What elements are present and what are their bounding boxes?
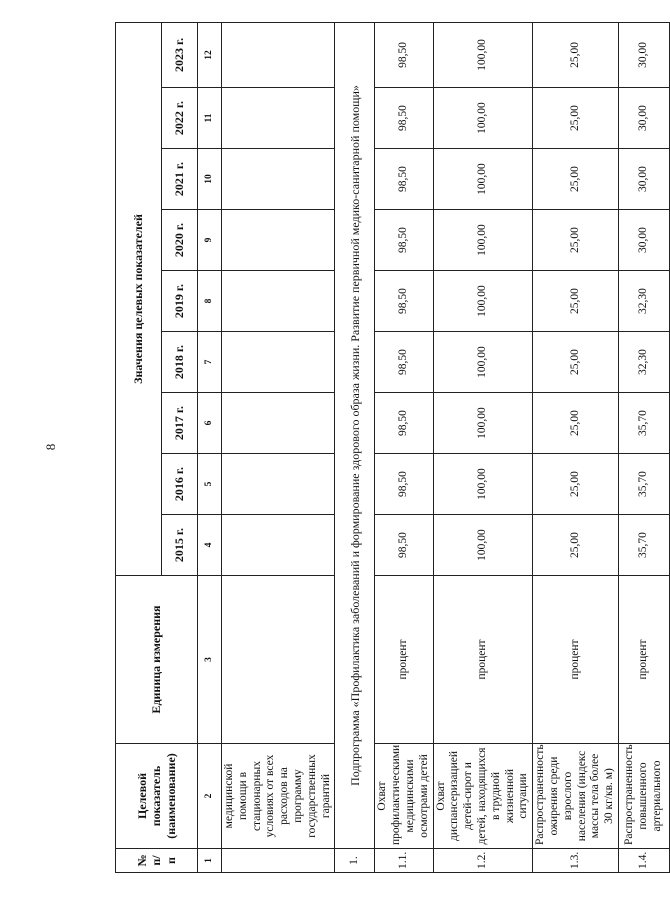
row-name: Охват профилактическими медицинскими осмотрами детей [375, 744, 433, 849]
row-value: 25,00 [533, 210, 619, 271]
row-num: 1.4. [618, 849, 669, 873]
row-value: 98,50 [375, 332, 433, 393]
row-value: 100,00 [433, 271, 533, 332]
continuation-name: медицинской помощи в стационарных условиях от всех расходов на программу государственных гарантий [222, 744, 335, 849]
row-value: 100,00 [433, 88, 533, 149]
header-num: № п/п [116, 849, 198, 873]
row-value: 98,50 [375, 454, 433, 515]
row-value: 98,50 [375, 271, 433, 332]
column-index: 2 [198, 744, 222, 849]
row-value: 30,00 [618, 149, 669, 210]
row-value: 32,30 [618, 271, 669, 332]
table-row [433, 22, 533, 872]
row-unit: процент [433, 576, 533, 744]
rotated-table-container [115, 23, 663, 873]
row-value: 98,50 [375, 515, 433, 576]
column-index: 6 [198, 393, 222, 454]
row-value: 25,00 [533, 88, 619, 149]
row-value: 98,50 [375, 210, 433, 271]
subprogram-num: 1. [335, 849, 375, 873]
row-value: 98,50 [375, 149, 433, 210]
page-number: 8 [43, 443, 58, 451]
header-year: 2023 г. [162, 22, 198, 87]
header-index-row [198, 22, 222, 872]
continuation-row [222, 22, 335, 872]
row-value: 32,30 [618, 332, 669, 393]
column-index: 3 [198, 576, 222, 744]
row-value: 100,00 [433, 210, 533, 271]
row-value: 35,70 [618, 515, 669, 576]
subprogram-title: Подпрограмма «Профилактика заболеваний и формирование здорового образа жизни. Развитие первичной медико-санитарной помощи» [335, 22, 375, 848]
header-year: 2020 г. [162, 210, 198, 271]
row-unit: процент [375, 576, 433, 744]
column-index: 5 [198, 454, 222, 515]
table-row [618, 22, 669, 872]
row-value: 30,00 [618, 22, 669, 87]
column-index: 4 [198, 515, 222, 576]
column-index: 8 [198, 271, 222, 332]
row-unit: процент [533, 576, 619, 744]
row-unit: процент [618, 576, 669, 744]
row-value: 25,00 [533, 149, 619, 210]
header-unit: Единица измерения [116, 576, 198, 744]
header-year: 2022 г. [162, 88, 198, 149]
row-name: Распространенность повышенного артериального [618, 744, 669, 849]
column-index: 7 [198, 332, 222, 393]
continuation-unit [222, 576, 335, 744]
column-index: 12 [198, 22, 222, 87]
row-value: 25,00 [533, 393, 619, 454]
row-value: 25,00 [533, 454, 619, 515]
row-num: 1.3. [533, 849, 619, 873]
row-value: 30,00 [618, 210, 669, 271]
row-value: 100,00 [433, 454, 533, 515]
row-value: 25,00 [533, 332, 619, 393]
row-value: 35,70 [618, 454, 669, 515]
column-index: 10 [198, 149, 222, 210]
column-index: 1 [198, 849, 222, 873]
row-value: 100,00 [433, 332, 533, 393]
header-year: 2016 г. [162, 454, 198, 515]
column-index: 11 [198, 88, 222, 149]
header-name: Целевой показатель (наименование) [116, 744, 198, 849]
table-row [533, 22, 619, 872]
row-value: 100,00 [433, 22, 533, 87]
row-name: Охват диспансеризацией детей-сирот и детей, находящихся в трудной жизненной ситуации [433, 744, 533, 849]
subprogram-row [335, 22, 375, 872]
row-value: 25,00 [533, 22, 619, 87]
row-value: 98,50 [375, 393, 433, 454]
header-year: 2021 г. [162, 149, 198, 210]
row-value: 25,00 [533, 271, 619, 332]
table-row [375, 22, 433, 872]
row-value: 98,50 [375, 22, 433, 87]
row-num: 1.2. [433, 849, 533, 873]
header-year: 2019 г. [162, 271, 198, 332]
row-name: Распространенность ожирения среди взрослого населения (индекс массы тела более 30 кг/кв. м) [533, 744, 619, 849]
header-year: 2017 г. [162, 393, 198, 454]
row-value: 35,70 [618, 393, 669, 454]
header-values-group: Значения целевых показателей [116, 22, 162, 575]
row-value: 25,00 [533, 515, 619, 576]
row-value: 100,00 [433, 393, 533, 454]
header-year: 2015 г. [162, 515, 198, 576]
continuation-num [222, 849, 335, 873]
header-row-group [116, 22, 162, 872]
indicators-table [115, 22, 670, 873]
row-value: 100,00 [433, 149, 533, 210]
header-year: 2018 г. [162, 332, 198, 393]
row-value: 30,00 [618, 88, 669, 149]
row-value: 100,00 [433, 515, 533, 576]
row-value: 98,50 [375, 88, 433, 149]
row-num: 1.1. [375, 849, 433, 873]
column-index: 9 [198, 210, 222, 271]
